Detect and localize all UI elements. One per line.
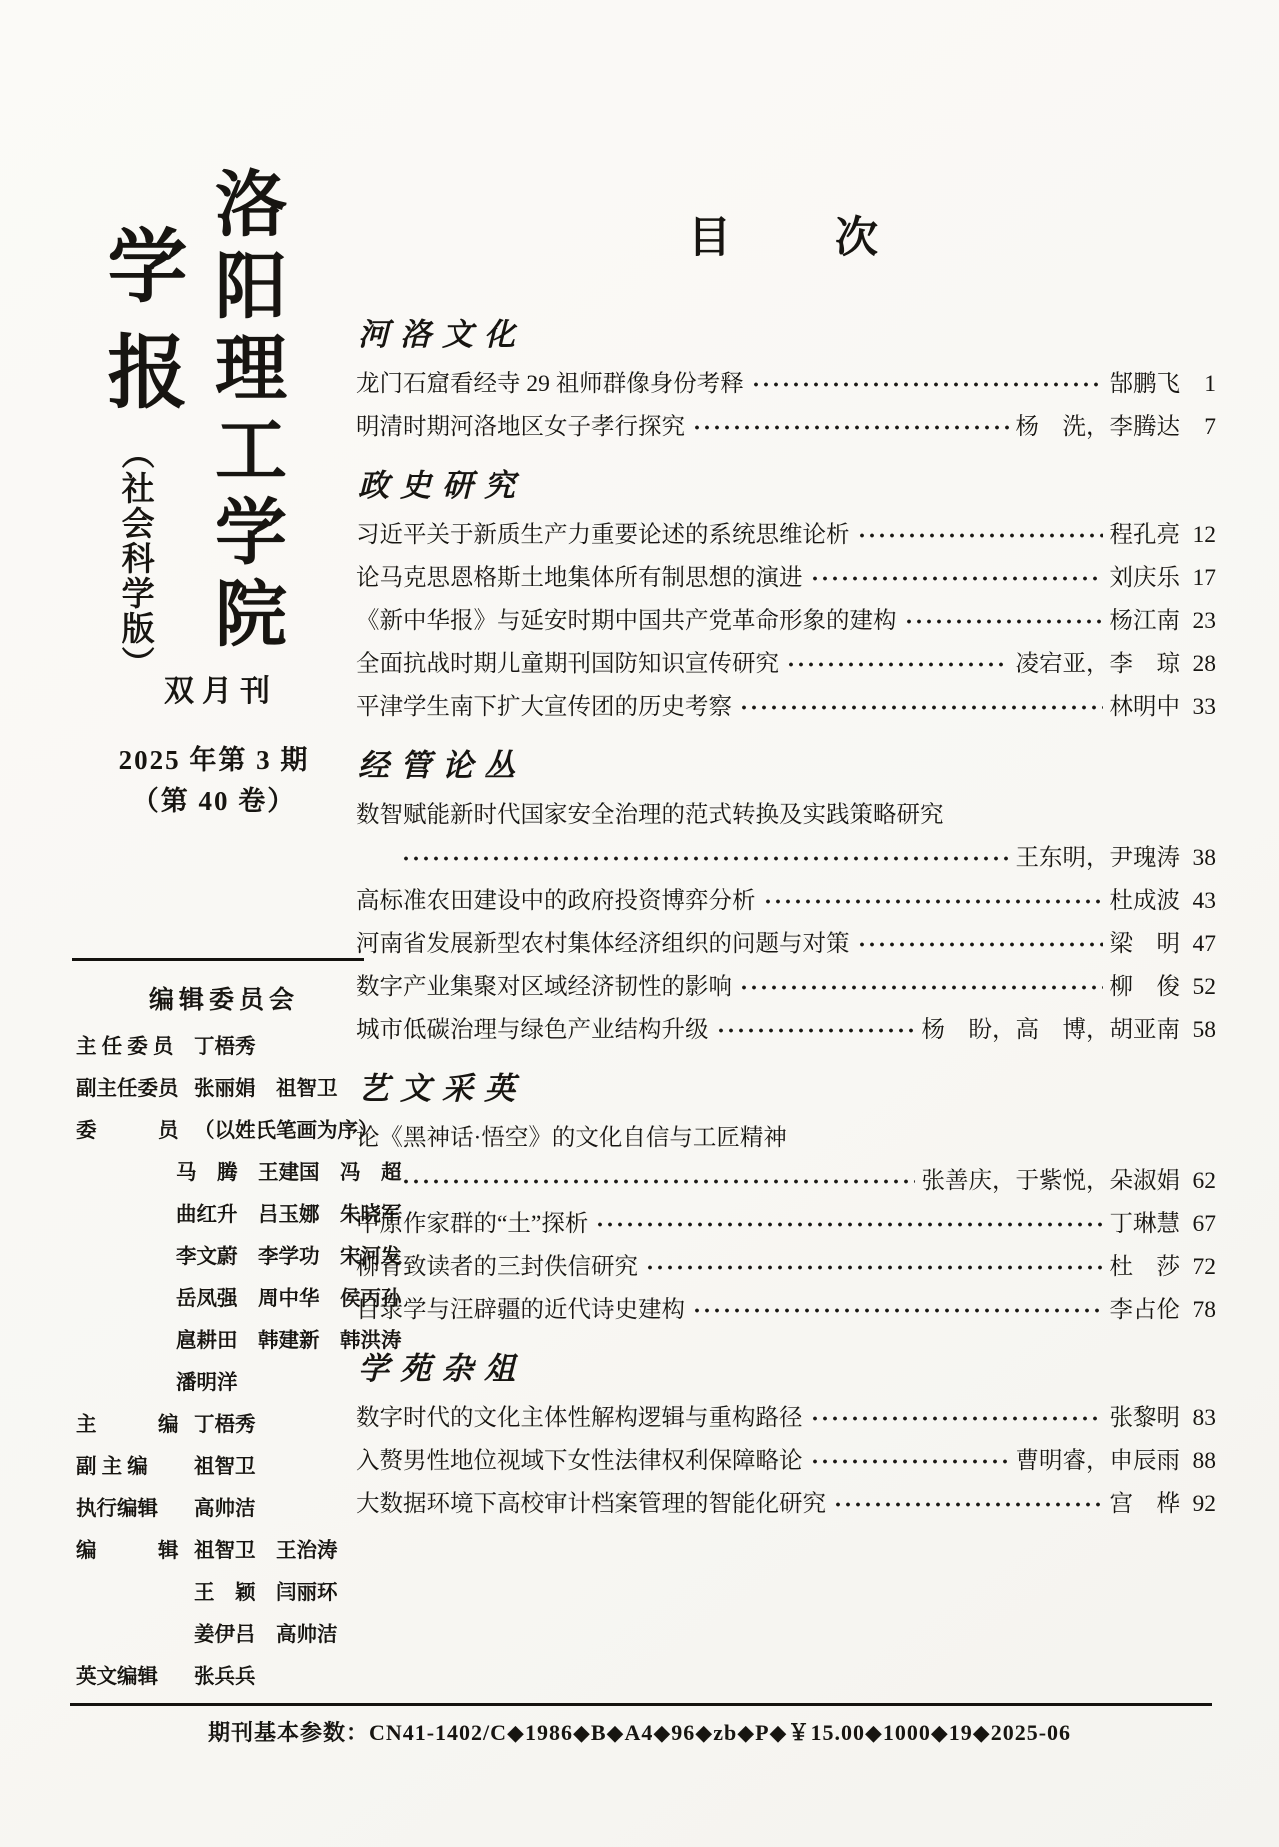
toc-entry xyxy=(356,1296,1216,1325)
footer-divider xyxy=(70,1703,1212,1706)
board-row-label: 主 任 委 员 xyxy=(76,1036,174,1058)
section-heading: 学苑杂俎 xyxy=(358,1351,526,1386)
section-heading: 政史研究 xyxy=(358,468,526,503)
board-row xyxy=(76,1200,402,1230)
article-title: 数智赋能新时代国家安全治理的范式转换及实践策略研究 xyxy=(356,802,944,828)
dot-leader xyxy=(401,856,1009,861)
table-of-contents xyxy=(356,204,1216,1533)
journal-title-xuebao: 学报 xyxy=(96,224,185,436)
article-authors: 杨 盼，高 博，胡亚南 xyxy=(921,1017,1180,1043)
dot-leader xyxy=(645,1265,1103,1270)
board-row xyxy=(76,1242,402,1272)
publication-frequency: 双月刊 xyxy=(164,675,278,708)
toc-entry-continuation xyxy=(356,1167,1216,1196)
board-row xyxy=(76,1620,372,1650)
article-page: 92 xyxy=(1192,1491,1216,1517)
issue-number: 2025 年第 3 期 xyxy=(118,745,310,775)
article-authors: 杜成波 xyxy=(1109,888,1180,914)
volume-number: （第 40 卷） xyxy=(131,786,297,816)
article-page: 78 xyxy=(1192,1297,1216,1323)
board-row xyxy=(76,1032,372,1062)
dot-leader xyxy=(401,1179,915,1184)
board-row-value: 扈耕田 韩建新 韩洪涛 xyxy=(176,1330,402,1352)
article-page: 23 xyxy=(1192,608,1216,634)
board-row-label xyxy=(76,1578,194,1608)
board-row xyxy=(76,1326,402,1356)
dot-leader xyxy=(595,1222,1102,1227)
article-page: 52 xyxy=(1192,974,1216,1000)
dot-leader xyxy=(716,1028,915,1033)
toc-entry xyxy=(356,973,1216,1002)
article-page: 1 xyxy=(1204,371,1216,397)
board-row-value: 李文蔚 李学功 宋河发 xyxy=(176,1246,402,1268)
article-title: 《新中华报》与延安时期中国共产党革命形象的建构 xyxy=(356,608,897,634)
board-row xyxy=(76,1494,372,1524)
dot-leader xyxy=(692,1308,1103,1313)
article-title: 数字时代的文化主体性解构逻辑与重构路径 xyxy=(356,1405,803,1431)
article-title: 论《黑神话·悟空》的文化自信与工匠精神 xyxy=(356,1125,787,1151)
article-page: 58 xyxy=(1192,1017,1216,1043)
toc-sections xyxy=(356,309,1216,1519)
editorial-board xyxy=(76,980,402,1704)
toc-entry-continuation xyxy=(356,844,1216,873)
dot-leader xyxy=(810,576,1103,581)
toc-entry xyxy=(356,1404,1216,1433)
article-authors: 李占伦 xyxy=(1109,1297,1180,1323)
toc-entry xyxy=(356,370,1216,399)
board-row-label: 执行编辑 xyxy=(76,1498,158,1520)
board-row xyxy=(76,1116,379,1146)
dot-leader xyxy=(739,705,1103,710)
toc-entry xyxy=(356,1447,1216,1476)
article-page: 88 xyxy=(1192,1448,1216,1474)
article-page: 28 xyxy=(1192,651,1216,677)
article-authors: 宫 桦 xyxy=(1109,1491,1180,1517)
dot-leader xyxy=(857,533,1103,538)
article-authors: 杨 洗，李腾达 xyxy=(1015,414,1180,440)
section-heading: 河洛文化 xyxy=(358,317,526,352)
article-title: 全面抗战时期儿童期刊国防知识宣传研究 xyxy=(356,651,779,677)
board-row-label: 副 主 编 xyxy=(76,1456,148,1478)
board-row-value: 曲红升 吕玉娜 朱晓军 xyxy=(176,1204,402,1226)
toc-entry xyxy=(356,1016,1216,1045)
toc-entry xyxy=(356,413,1216,442)
article-authors: 杜 莎 xyxy=(1109,1254,1180,1280)
toc-entry xyxy=(356,801,1216,830)
article-authors: 丁琳慧 xyxy=(1109,1211,1180,1237)
toc-entry xyxy=(356,1124,1216,1153)
article-authors: 柳 俊 xyxy=(1109,974,1180,1000)
board-row-value: 丁梧秀 xyxy=(194,1036,256,1058)
article-page: 83 xyxy=(1192,1405,1216,1431)
article-page: 38 xyxy=(1192,845,1216,871)
board-row-value: 高帅洁 xyxy=(194,1498,256,1520)
board-row-value: 张丽娟 祖智卫 xyxy=(194,1078,338,1100)
dot-leader xyxy=(810,1416,1103,1421)
board-row xyxy=(76,1410,372,1440)
toc-entry xyxy=(356,564,1216,593)
article-title: 习近平关于新质生产力重要论述的系统思维论析 xyxy=(356,522,850,548)
toc-title: 目 次 xyxy=(688,215,884,262)
article-authors: 杨江南 xyxy=(1109,608,1180,634)
article-page: 62 xyxy=(1192,1168,1216,1194)
toc-entry xyxy=(356,887,1216,916)
board-row-value: 祖智卫 王治涛 xyxy=(194,1540,338,1562)
toc-entry xyxy=(356,521,1216,550)
section-heading: 经管论丛 xyxy=(358,748,526,783)
toc-entry xyxy=(356,930,1216,959)
board-row-value: 祖智卫 xyxy=(194,1456,256,1478)
article-authors: 林明中 xyxy=(1109,694,1180,720)
board-row-value: （以姓氏笔画为序） xyxy=(194,1120,379,1142)
dot-leader xyxy=(857,942,1103,947)
journal-basic-parameters: 期刊基本参数：CN41-1402/C◆1986◆B◆A4◆96◆zb◆P◆￥15.00◆1000◆19◆2025-06 xyxy=(207,1720,1072,1745)
article-authors: 刘庆乐 xyxy=(1109,565,1180,591)
article-page: 47 xyxy=(1192,931,1216,957)
article-title: 明清时期河洛地区女子孝行探究 xyxy=(356,414,685,440)
board-row-value: 岳凤强 周中华 侯丙孙 xyxy=(176,1288,402,1310)
masthead-divider xyxy=(72,958,364,961)
article-page: 17 xyxy=(1192,565,1216,591)
dot-leader xyxy=(739,985,1103,990)
board-row xyxy=(76,1452,372,1482)
section-heading: 艺文采英 xyxy=(358,1071,526,1106)
dot-leader xyxy=(786,662,1009,667)
toc-entry xyxy=(356,1490,1216,1519)
article-title: 数字产业集聚对区域经济韧性的影响 xyxy=(356,974,732,1000)
article-title: 目录学与汪辟疆的近代诗史建构 xyxy=(356,1297,685,1323)
article-title: 入赘男性地位视域下女性法律权利保障略论 xyxy=(356,1448,803,1474)
board-row xyxy=(76,1536,372,1566)
dot-leader xyxy=(810,1459,1009,1464)
article-authors: 张黎明 xyxy=(1109,1405,1180,1431)
board-row-value: 姜伊吕 高帅洁 xyxy=(194,1624,338,1646)
article-authors: 程孔亮 xyxy=(1109,522,1180,548)
article-title: 柳青致读者的三封佚信研究 xyxy=(356,1254,638,1280)
board-row-label: 编 辑 xyxy=(76,1540,179,1562)
board-row-label xyxy=(76,1620,194,1650)
dot-leader xyxy=(763,899,1103,904)
board-row-label: 副主任委员 xyxy=(76,1078,179,1100)
board-row-label: 英文编辑 xyxy=(76,1666,158,1688)
board-row-value: 王 颖 闫丽环 xyxy=(194,1582,338,1604)
article-authors: 梁 明 xyxy=(1109,931,1180,957)
article-authors: 曹明睿，申辰雨 xyxy=(1015,1448,1180,1474)
journal-title-vertical: 洛阳理工学院 xyxy=(204,166,284,658)
article-page: 43 xyxy=(1192,888,1216,914)
article-page: 7 xyxy=(1204,414,1216,440)
board-row-label: 委 员 xyxy=(76,1120,179,1142)
article-page: 33 xyxy=(1192,694,1216,720)
board-row xyxy=(76,1074,372,1104)
article-title: 中原作家群的“土”探析 xyxy=(356,1211,589,1237)
article-title: 大数据环境下高校审计档案管理的智能化研究 xyxy=(356,1491,826,1517)
dot-leader xyxy=(751,382,1103,387)
editorial-board-rows xyxy=(76,1032,402,1692)
article-title: 龙门石窟看经寺 29 祖师群像身份考释 xyxy=(356,371,744,397)
article-authors: 凌宕亚，李 琼 xyxy=(1015,651,1180,677)
article-title: 河南省发展新型农村集体经济组织的问题与对策 xyxy=(356,931,850,957)
article-title: 高标准农田建设中的政府投资博弈分析 xyxy=(356,888,756,914)
board-row xyxy=(76,1662,372,1692)
article-page: 72 xyxy=(1192,1254,1216,1280)
article-page: 67 xyxy=(1192,1211,1216,1237)
board-row xyxy=(76,1158,402,1188)
board-row xyxy=(76,1578,372,1608)
article-authors: 王东明，尹瑰涛 xyxy=(1015,845,1180,871)
board-row-label: 主 编 xyxy=(76,1414,179,1436)
editorial-board-heading: 编辑委员会 xyxy=(148,987,299,1014)
article-title: 平津学生南下扩大宣传团的历史考察 xyxy=(356,694,732,720)
article-title: 城市低碳治理与绿色产业结构升级 xyxy=(356,1017,709,1043)
toc-entry xyxy=(356,1210,1216,1239)
toc-entry xyxy=(356,693,1216,722)
dot-leader xyxy=(692,425,1009,430)
toc-entry xyxy=(356,650,1216,679)
dot-leader xyxy=(833,1502,1103,1507)
article-authors: 张善庆，于紫悦，朵淑娟 xyxy=(921,1168,1180,1194)
dot-leader xyxy=(904,619,1103,624)
toc-entry xyxy=(356,607,1216,636)
board-row xyxy=(76,1284,402,1314)
board-row-value: 马 腾 王建国 冯 超 xyxy=(176,1162,402,1184)
toc-entry xyxy=(356,1253,1216,1282)
board-row xyxy=(76,1368,372,1398)
board-row-value: 潘明洋 xyxy=(176,1372,238,1394)
article-page: 12 xyxy=(1192,522,1216,548)
board-row-value: 丁梧秀 xyxy=(194,1414,256,1436)
article-authors: 郜鹏飞 xyxy=(1109,371,1180,397)
journal-edition-label: （社会科学版） xyxy=(117,436,155,681)
board-row-value: 张兵兵 xyxy=(194,1666,256,1688)
article-title: 论马克思恩格斯土地集体所有制思想的演进 xyxy=(356,565,803,591)
